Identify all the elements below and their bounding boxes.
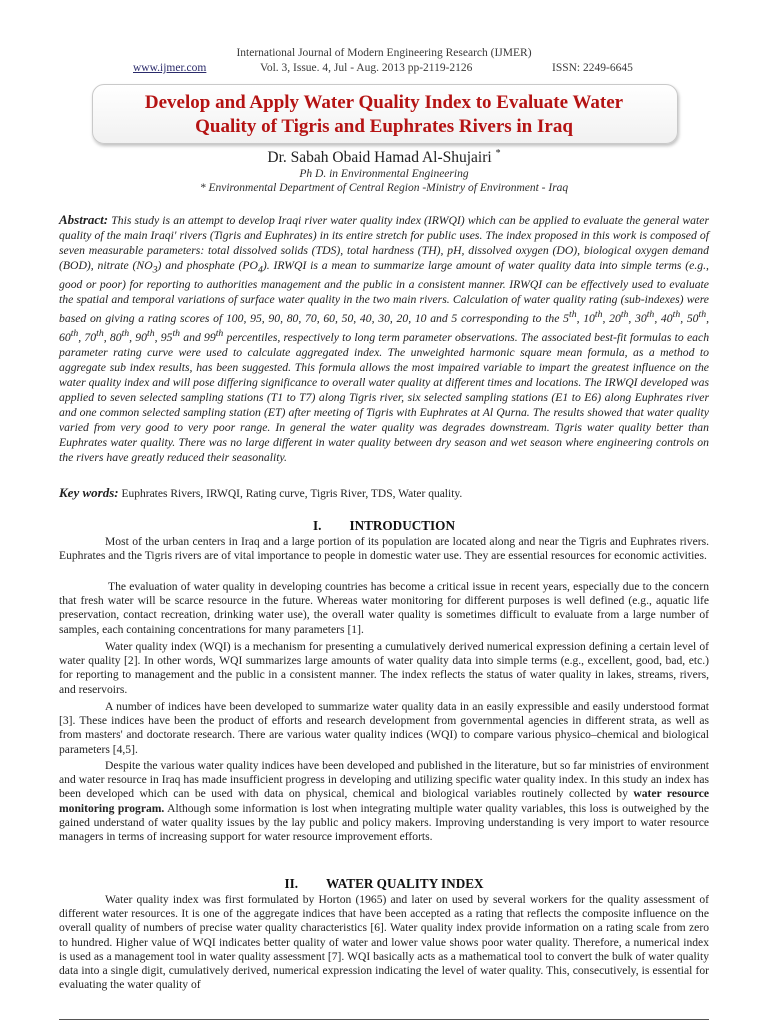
- abstract-text: ) and phosphate (PO: [157, 259, 258, 272]
- paragraph: [59, 580, 709, 637]
- paragraph-text: Although some information is lost when integrating multiple water quality variables, this loss is outweighed by the gained understand of water quality issues by the lay public and policy makers. Improving understanding is very import to water resource managers in terms of increasing support for water resource improvement efforts.: [59, 801, 709, 844]
- superscript: th: [172, 328, 181, 340]
- superscript: th: [96, 328, 104, 340]
- abstract-text: , 40: [654, 312, 673, 326]
- section-title: WATER QUALITY INDEX: [326, 876, 484, 891]
- abstract-text: , 20: [602, 312, 621, 326]
- author-mark: *: [495, 148, 501, 159]
- superscript: th: [121, 328, 130, 340]
- section-heading-introduction: [0, 518, 768, 534]
- abstract-text: , 70: [78, 331, 97, 345]
- paragraph-text: Most of the urban centers in Iraq and a large portion of its population are located along and near the Tigris and Euphrates rivers. Euphrates and the Tigris rivers are of vital importance to people in domestic water use. They are essential resources for economic activities.: [59, 535, 709, 563]
- paragraph: [59, 700, 709, 757]
- footer-rule: [59, 1019, 709, 1020]
- keywords-label: Key words:: [59, 485, 119, 500]
- abstract-text: This study is an attempt to develop Iraqi river water quality index (IRWQI) which can be applied to evaluate the general water quality of the main Iraqi' rivers (Tigris and Euphrates) in its entire stretch for public uses. The index proposed in this work is composed of seven measurable parameters: total dissolved solids (TDS), total hardness (TH), pH, dissolved oxygen (DO), biological oxygen demand (BOD), nitrate (NO: [59, 214, 709, 272]
- subscript: 4: [257, 264, 263, 276]
- journal-meta-line: [0, 62, 768, 76]
- superscript: th: [215, 328, 224, 340]
- author-affiliation: * Environmental Department of Central Region -Ministry of Environment - Iraq: [199, 182, 569, 194]
- superscript: th: [698, 309, 707, 321]
- abstract: [59, 212, 709, 465]
- journal-name: International Journal of Modern Engineering Research (IJMER): [236, 47, 532, 59]
- superscript: th: [620, 309, 629, 321]
- keywords-text: Euphrates Rivers, IRWQI, Rating curve, Tigris River, TDS, Water quality.: [118, 488, 463, 500]
- superscript: th: [594, 309, 603, 321]
- author-line: [0, 148, 768, 167]
- section-heading-water-quality-index: [0, 876, 768, 892]
- abstract-text: , 50: [680, 312, 699, 326]
- paragraph: [59, 640, 709, 697]
- abstract-text: , 30: [628, 312, 647, 326]
- abstract-label: Abstract:: [59, 212, 109, 227]
- paragraph: [59, 535, 709, 563]
- superscript: th: [569, 309, 577, 321]
- bold-phrase: water resource monitoring program.: [59, 787, 709, 815]
- paragraph-text: A number of indices have been developed to summarize water quality data in an easily expressible and easily understood format [3]. These indices have been the product of efforts and research development from governmental agencies in different strata, as well as from masters' and doctorate research. There are various water quality indices (WQI) to compare various physico–chemical and biological parameters [4,5].: [59, 700, 709, 756]
- paragraph-text: Water quality index (WQI) is a mechanism for presenting a cumulatively derived numerical expression defining a certain level of water quality [2]. In other words, WQI summarizes large amounts of water quality data into simple terms (e.g., excellent, good, bad, etc.) for reporting to management and the public in a consistent manner. The index reflects the status of water quality in lakes, streams, rivers, and reservoirs.: [59, 640, 709, 696]
- abstract-text: , 10: [576, 312, 595, 326]
- paragraph-text: Despite the various water quality indices have been developed and published in the literature, but so far ministries of environment and water resource in Iraq has made insufficient progress in developing and utilizing specific water quality index. In this study an index has been developed which can be used with data on physical, chemical and biological variables routinely collected by: [59, 759, 709, 801]
- superscript: th: [147, 328, 155, 340]
- section-number: II.: [284, 876, 298, 891]
- abstract-text: ). IRWQI is a mean to summarize large amount of water quality data into simple terms (e.g., good or poor) for reporting to authorities management and the public in a consistent manner. IRWQI can be effectively used to evaluate the spatial and temporal variations of surface water quality in the two main rivers. Calculation of water quality rating (sub-indexes) were based on giving a rating scores of 100, 95, 90, 80, 70, 60, 50, 40, 30, 20, 10 and 5 corresponding to the 5: [59, 259, 709, 326]
- abstract-text: and 99: [180, 331, 216, 345]
- section-title: INTRODUCTION: [349, 518, 455, 533]
- author-degree: Ph D. in Environmental Engineering: [299, 168, 469, 180]
- abstract-text: , 80: [103, 331, 122, 345]
- journal-url-link[interactable]: www.ijmer.com: [133, 62, 207, 74]
- paper-title-line-1: Develop and Apply Water Quality Index to Evaluate Water: [144, 92, 624, 113]
- abstract-text: percentiles, respectively to long term parameter observations. The associated best-fit formulas to each parameter rating curve were used to calculate aggregated index. The unweighted harmonic square mean formula, as a method to aggregate sub index results, has been suggested. This formula allows the most impaired variable to impart the greatest influence on the water quality index and will pose differing significance to overall water quality at different times and locations. The IRWQI developed was applied to seven selected sampling stations (T1 to T7) along Tigris river, six selected sampling stations (E1 to E6) along Euphrates river and one common selected sampling station (ET) after meeting of Tigris with Euphrates at Al Qurna. The results showed that water quality varied from very good to very poor range. In general the water quality was degrades downstream. Tigris water quality better than Euphrates water quality. There was no large different in water quality between dry season and wet season where engineering controls on the rivers have greatly reduced their seasonality.: [59, 331, 710, 465]
- superscript: th: [672, 309, 681, 321]
- paragraph: [59, 893, 709, 992]
- paragraph-text: The evaluation of water quality in developing countries has become a critical issue in recent years, especially due to the concern that fresh water will be scarce resource in the future. Whereas water monitoring for different purposes is well defined (e.g., aquatic life preservation, contact recreation, drinking water use), the overall water quality is sometimes difficult to evaluate from a large number of samples, each containing concentrations for many parameters [1].: [59, 580, 709, 636]
- paragraph-text: Water quality index was first formulated by Horton (1965) and later on used by several workers for the quality assessment of different water resources. It is one of the aggregate indices that have been accepted as a rating that reflects the composite influence on the overall quality of numbers of precise water quality characteristics [6]. Water quality index provide information on a rating scale from zero to hundred. Higher value of WQI indicates better quality of water and lower value shows poor water quality. Therefore, a numerical index is used as a management tool in water quality assessment [7]. WQI basically acts as a mathematical tool to convert the bulk of water quality data into a single digit, cumulatively derived, numerical expression indicating the level of water quality. This, consecutively, is essential for evaluating the water quality of: [59, 893, 709, 992]
- superscript: th: [70, 328, 79, 340]
- abstract-text: , 60: [59, 312, 710, 345]
- author-name: Dr. Sabah Obaid Hamad Al-Shujairi: [267, 149, 492, 167]
- section-number: I.: [313, 518, 322, 533]
- superscript: th: [646, 309, 655, 321]
- abstract-text: , 95: [154, 331, 173, 345]
- paper-title-line-2: Quality of Tigris and Euphrates Rivers in Iraq: [195, 116, 573, 137]
- abstract-text: , 90: [129, 331, 147, 345]
- paragraph: [59, 759, 709, 844]
- keywords: [59, 485, 709, 501]
- subscript: 3: [152, 264, 158, 276]
- volume-info: Vol. 3, Issue. 4, Jul - Aug. 2013 pp-2119-2126: [260, 62, 473, 74]
- issn: ISSN: 2249-6645: [552, 62, 633, 74]
